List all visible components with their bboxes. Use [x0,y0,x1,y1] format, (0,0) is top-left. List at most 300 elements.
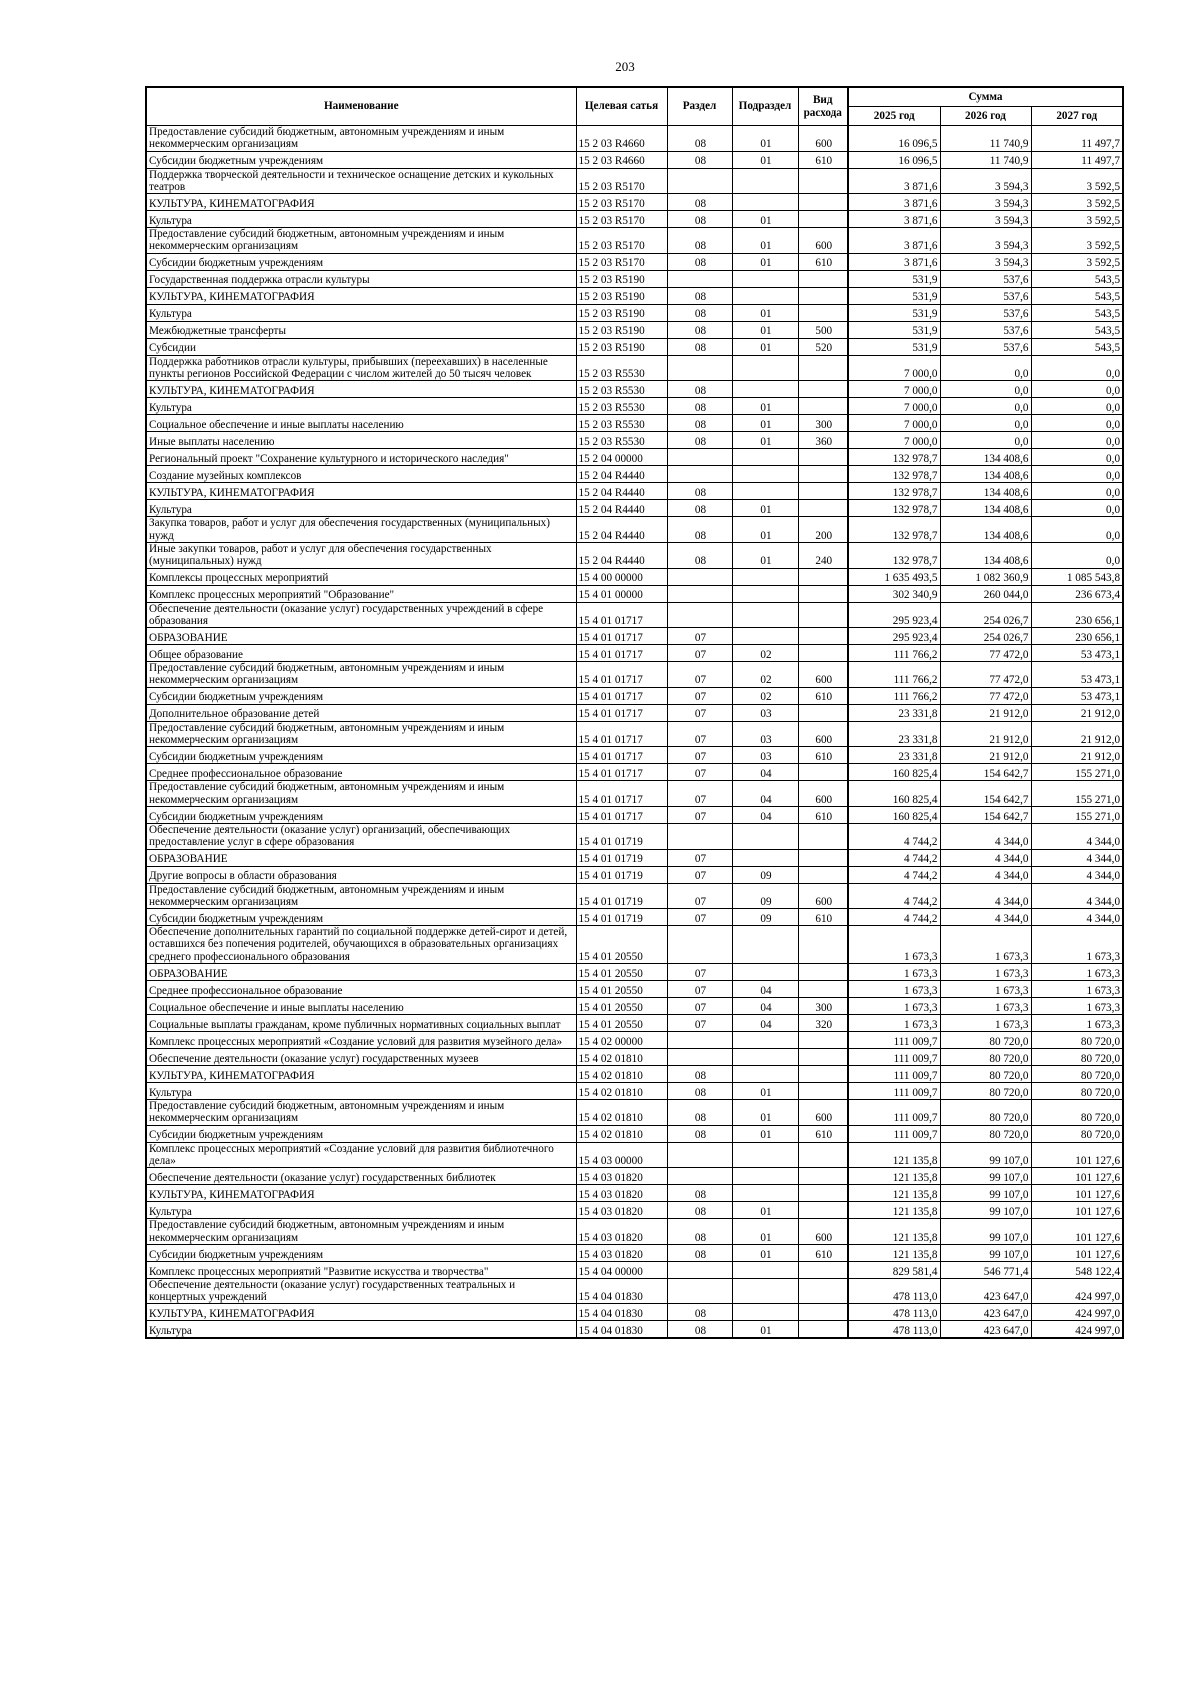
cell-expense-type [798,398,848,415]
cell-name: Обеспечение деятельности (оказание услуг) государственных театральных и концертных учреждений [146,1278,576,1304]
cell-2026: 154 642,7 [940,781,1031,807]
cell-subsection: 01 [732,542,798,568]
cell-name: Создание музейных комплексов [146,466,576,483]
cell-target: 15 2 03 R5530 [576,398,667,415]
cell-subsection [732,964,798,981]
cell-2027: 0,0 [1031,466,1123,483]
cell-subsection: 04 [732,1015,798,1032]
cell-2027: 1 673,3 [1031,981,1123,998]
cell-name: Предоставление субсидий бюджетным, автономным учреждениям и иным некоммерческим организациям [146,228,576,254]
table-row [146,1168,1123,1185]
cell-2025: 478 113,0 [848,1278,940,1304]
cell-2026: 77 472,0 [940,687,1031,704]
cell-2027: 101 127,6 [1031,1219,1123,1245]
cell-expense-type [798,645,848,662]
cell-name: Региональный проект "Сохранение культурного и исторического наследия" [146,449,576,466]
cell-name: КУЛЬТУРА, КИНЕМАТОГРАФИЯ [146,1304,576,1321]
cell-expense-type: 500 [798,321,848,338]
header-section: Раздел [667,87,732,126]
cell-expense-type [798,1066,848,1083]
cell-name: Социальное обеспечение и иные выплаты населению [146,415,576,432]
cell-name: КУЛЬТУРА, КИНЕМАТОГРАФИЯ [146,1185,576,1202]
cell-2026: 254 026,7 [940,628,1031,645]
cell-subsection [732,1142,798,1168]
cell-subsection: 01 [732,211,798,228]
cell-subsection: 01 [732,517,798,543]
cell-section: 08 [667,211,732,228]
cell-subsection: 04 [732,806,798,823]
cell-target: 15 2 03 R5170 [576,168,667,194]
cell-2027: 21 912,0 [1031,747,1123,764]
cell-expense-type [798,1168,848,1185]
cell-2026: 80 720,0 [940,1049,1031,1066]
cell-2026: 1 673,3 [940,981,1031,998]
table-row [146,585,1123,602]
cell-target: 15 4 02 01810 [576,1066,667,1083]
table-row [146,964,1123,981]
cell-section: 07 [667,883,732,909]
cell-section: 07 [667,721,732,747]
cell-2027: 1 673,3 [1031,1015,1123,1032]
cell-target: 15 4 01 01717 [576,781,667,807]
cell-2026: 154 642,7 [940,764,1031,781]
cell-section: 07 [667,981,732,998]
cell-target: 15 4 01 01717 [576,645,667,662]
table-row [146,287,1123,304]
table-row [146,449,1123,466]
table-row [146,823,1123,849]
cell-section [667,823,732,849]
cell-subsection: 01 [732,1321,798,1339]
cell-2025: 4 744,2 [848,909,940,926]
cell-name: Культура [146,500,576,517]
cell-target: 15 4 01 20550 [576,981,667,998]
cell-2026: 423 647,0 [940,1321,1031,1339]
cell-2026: 1 673,3 [940,998,1031,1015]
cell-section: 08 [667,126,732,152]
cell-2026: 134 408,6 [940,483,1031,500]
cell-section: 07 [667,764,732,781]
cell-expense-type [798,211,848,228]
cell-subsection: 04 [732,981,798,998]
cell-2026: 3 594,3 [940,168,1031,194]
cell-name: Обеспечение деятельности (оказание услуг) государственных учреждений в сфере образования [146,602,576,628]
table-header-row [146,87,1123,107]
table-row [146,542,1123,568]
cell-section [667,926,732,964]
cell-section [667,1032,732,1049]
cell-2025: 160 825,4 [848,764,940,781]
cell-subsection: 02 [732,687,798,704]
cell-name: Комплекс процессных мероприятий "Образование" [146,585,576,602]
cell-target: 15 2 04 R4440 [576,517,667,543]
cell-2027: 4 344,0 [1031,823,1123,849]
header-target: Целевая сатья [576,87,667,126]
cell-name: Социальные выплаты гражданам, кроме публичных нормативных социальных выплат [146,1015,576,1032]
cell-section: 08 [667,151,732,168]
cell-expense-type: 600 [798,1219,848,1245]
cell-target: 15 2 04 R4440 [576,542,667,568]
table-row [146,168,1123,194]
cell-target: 15 4 01 01719 [576,849,667,866]
cell-target: 15 2 03 R5530 [576,415,667,432]
table-row [146,568,1123,585]
cell-name: Субсидии бюджетным учреждениям [146,909,576,926]
cell-expense-type: 600 [798,1100,848,1126]
cell-name: Предоставление субсидий бюджетным, автономным учреждениям и иным некоммерческим организациям [146,662,576,688]
cell-subsection [732,1278,798,1304]
cell-2027: 543,5 [1031,304,1123,321]
cell-expense-type [798,1032,848,1049]
cell-subsection: 01 [732,500,798,517]
cell-2025: 4 744,2 [848,823,940,849]
cell-2026: 260 044,0 [940,585,1031,602]
cell-section: 08 [667,542,732,568]
table-row [146,228,1123,254]
cell-2025: 132 978,7 [848,483,940,500]
cell-target: 15 4 01 01717 [576,721,667,747]
cell-subsection [732,823,798,849]
cell-2027: 80 720,0 [1031,1032,1123,1049]
cell-2026: 3 594,3 [940,194,1031,211]
cell-2026: 77 472,0 [940,645,1031,662]
table-row [146,1304,1123,1321]
cell-2025: 111 766,2 [848,687,940,704]
cell-2027: 80 720,0 [1031,1049,1123,1066]
cell-expense-type: 610 [798,909,848,926]
cell-2026: 80 720,0 [940,1032,1031,1049]
cell-subsection [732,449,798,466]
cell-name: КУЛЬТУРА, КИНЕМАТОГРАФИЯ [146,381,576,398]
cell-2026: 134 408,6 [940,542,1031,568]
cell-expense-type [798,704,848,721]
cell-subsection [732,1049,798,1066]
cell-expense-type: 600 [798,721,848,747]
cell-expense-type: 600 [798,126,848,152]
cell-name: КУЛЬТУРА, КИНЕМАТОГРАФИЯ [146,1066,576,1083]
cell-expense-type: 610 [798,151,848,168]
cell-2027: 80 720,0 [1031,1083,1123,1100]
cell-subsection: 04 [732,781,798,807]
cell-subsection: 04 [732,764,798,781]
cell-2026: 80 720,0 [940,1083,1031,1100]
cell-2025: 16 096,5 [848,151,940,168]
cell-expense-type [798,1185,848,1202]
table-row [146,764,1123,781]
cell-2026: 11 740,9 [940,151,1031,168]
cell-subsection: 01 [732,126,798,152]
cell-2026: 80 720,0 [940,1100,1031,1126]
budget-table [145,86,1124,1339]
cell-section: 07 [667,1015,732,1032]
cell-name: Обеспечение деятельности (оказание услуг) государственных музеев [146,1049,576,1066]
cell-subsection [732,849,798,866]
cell-2027: 230 656,1 [1031,602,1123,628]
cell-target: 15 4 01 01717 [576,662,667,688]
cell-section: 07 [667,687,732,704]
cell-subsection: 01 [732,1244,798,1261]
table-row [146,381,1123,398]
cell-name: Поддержка работников отрасли культуры, прибывших (переехавших) в населенные пункты регионов Российской Федерации с числом жителей до 50 тысяч человек [146,355,576,381]
cell-target: 15 4 04 01830 [576,1278,667,1304]
cell-subsection: 04 [732,998,798,1015]
cell-section: 07 [667,964,732,981]
cell-subsection [732,381,798,398]
cell-subsection [732,1261,798,1278]
table-row [146,194,1123,211]
cell-2025: 4 744,2 [848,866,940,883]
table-row [146,806,1123,823]
cell-target: 15 2 03 R5530 [576,355,667,381]
cell-subsection: 01 [732,151,798,168]
cell-2026: 423 647,0 [940,1278,1031,1304]
cell-2027: 543,5 [1031,321,1123,338]
cell-target: 15 4 01 01717 [576,747,667,764]
header-expense-type: Вид расхода [798,87,848,126]
cell-2026: 11 740,9 [940,126,1031,152]
cell-section: 08 [667,1202,732,1219]
table-row [146,1321,1123,1339]
cell-subsection: 01 [732,432,798,449]
cell-2025: 132 978,7 [848,517,940,543]
cell-subsection [732,585,798,602]
cell-2025: 1 673,3 [848,926,940,964]
cell-expense-type: 520 [798,338,848,355]
cell-section: 08 [667,500,732,517]
cell-2025: 160 825,4 [848,781,940,807]
cell-name: Дополнительное образование детей [146,704,576,721]
cell-2027: 101 127,6 [1031,1142,1123,1168]
cell-expense-type [798,1304,848,1321]
cell-2027: 101 127,6 [1031,1244,1123,1261]
cell-subsection: 03 [732,704,798,721]
cell-2026: 3 594,3 [940,211,1031,228]
cell-target: 15 4 03 01820 [576,1244,667,1261]
cell-2026: 0,0 [940,355,1031,381]
table-row [146,998,1123,1015]
cell-2025: 3 871,6 [848,194,940,211]
cell-expense-type [798,381,848,398]
cell-expense-type: 300 [798,415,848,432]
cell-section [667,270,732,287]
table-row [146,1032,1123,1049]
cell-2027: 0,0 [1031,517,1123,543]
cell-2025: 295 923,4 [848,602,940,628]
table-row [146,355,1123,381]
cell-2027: 0,0 [1031,483,1123,500]
cell-2027: 80 720,0 [1031,1100,1123,1126]
cell-2026: 154 642,7 [940,806,1031,823]
cell-name: Межбюджетные трансферты [146,321,576,338]
cell-subsection [732,628,798,645]
table-row [146,926,1123,964]
cell-2025: 295 923,4 [848,628,940,645]
cell-target: 15 2 03 R5190 [576,304,667,321]
cell-2025: 16 096,5 [848,126,940,152]
cell-2025: 3 871,6 [848,168,940,194]
cell-expense-type [798,355,848,381]
cell-2027: 0,0 [1031,542,1123,568]
cell-2025: 3 871,6 [848,211,940,228]
cell-2025: 829 581,4 [848,1261,940,1278]
cell-section: 08 [667,287,732,304]
cell-2026: 254 026,7 [940,602,1031,628]
cell-2027: 1 085 543,8 [1031,568,1123,585]
cell-expense-type: 600 [798,228,848,254]
cell-target: 15 4 01 01717 [576,704,667,721]
cell-2027: 80 720,0 [1031,1125,1123,1142]
cell-target: 15 2 03 R5530 [576,432,667,449]
cell-subsection [732,168,798,194]
table-row [146,517,1123,543]
cell-section [667,1168,732,1185]
cell-section: 07 [667,645,732,662]
cell-target: 15 4 01 01719 [576,909,667,926]
cell-section: 07 [667,909,732,926]
cell-name: Поддержка творческой деятельности и техническое оснащение детских и кукольных театров [146,168,576,194]
cell-subsection: 01 [732,321,798,338]
header-name: Наименование [146,87,576,126]
cell-subsection [732,287,798,304]
cell-2027: 543,5 [1031,270,1123,287]
cell-2027: 3 592,5 [1031,168,1123,194]
cell-subsection: 09 [732,883,798,909]
cell-2026: 537,6 [940,270,1031,287]
cell-2027: 155 271,0 [1031,806,1123,823]
cell-name: Комплекс процессных мероприятий «Создание условий для развития музейного дела» [146,1032,576,1049]
header-subsection: Подраздел [732,87,798,126]
cell-section [667,168,732,194]
cell-2025: 111 009,7 [848,1066,940,1083]
table-row [146,1244,1123,1261]
cell-2025: 132 978,7 [848,449,940,466]
cell-2025: 111 009,7 [848,1049,940,1066]
cell-2025: 111 009,7 [848,1083,940,1100]
table-row [146,432,1123,449]
cell-2026: 21 912,0 [940,747,1031,764]
cell-name: Культура [146,1202,576,1219]
cell-subsection [732,466,798,483]
cell-section: 08 [667,415,732,432]
table-row [146,1125,1123,1142]
cell-2027: 53 473,1 [1031,645,1123,662]
table-row [146,721,1123,747]
cell-2027: 0,0 [1031,398,1123,415]
cell-2025: 111 766,2 [848,645,940,662]
cell-2026: 99 107,0 [940,1219,1031,1245]
cell-name: Комплексы процессных мероприятий [146,568,576,585]
cell-2026: 537,6 [940,338,1031,355]
cell-subsection: 01 [732,253,798,270]
cell-2026: 4 344,0 [940,849,1031,866]
cell-target: 15 4 01 01717 [576,602,667,628]
cell-2026: 99 107,0 [940,1185,1031,1202]
cell-2025: 1 635 493,5 [848,568,940,585]
cell-target: 15 2 03 R4660 [576,151,667,168]
cell-expense-type [798,1321,848,1339]
cell-2027: 424 997,0 [1031,1304,1123,1321]
cell-2025: 531,9 [848,338,940,355]
cell-subsection [732,355,798,381]
cell-2026: 134 408,6 [940,449,1031,466]
cell-2026: 4 344,0 [940,883,1031,909]
cell-2025: 7 000,0 [848,381,940,398]
cell-name: Субсидии бюджетным учреждениям [146,253,576,270]
cell-target: 15 4 01 01717 [576,764,667,781]
table-body [146,126,1123,1339]
cell-name: Субсидии бюджетным учреждениям [146,1244,576,1261]
table-row [146,747,1123,764]
table-row [146,466,1123,483]
cell-2025: 121 135,8 [848,1142,940,1168]
cell-section: 08 [667,321,732,338]
cell-target: 15 4 01 01719 [576,866,667,883]
cell-2026: 3 594,3 [940,228,1031,254]
cell-expense-type [798,1278,848,1304]
table-row [146,1015,1123,1032]
cell-name: Предоставление субсидий бюджетным, автономным учреждениям и иным некоммерческим организациям [146,1100,576,1126]
cell-name: Культура [146,211,576,228]
cell-subsection: 09 [732,866,798,883]
cell-2027: 11 497,7 [1031,126,1123,152]
cell-subsection: 02 [732,645,798,662]
cell-name: Иные закупки товаров, работ и услуг для обеспечения государственных (муниципальных) нужд [146,542,576,568]
cell-target: 15 2 04 R4440 [576,483,667,500]
table-row [146,500,1123,517]
cell-2025: 7 000,0 [848,432,940,449]
table-row [146,1219,1123,1245]
cell-2025: 111 009,7 [848,1032,940,1049]
cell-section: 08 [667,1244,732,1261]
cell-section [667,1049,732,1066]
cell-2027: 0,0 [1031,415,1123,432]
cell-subsection [732,1304,798,1321]
cell-2027: 3 592,5 [1031,253,1123,270]
cell-2027: 424 997,0 [1031,1278,1123,1304]
cell-subsection [732,1066,798,1083]
cell-name: Предоставление субсидий бюджетным, автономным учреждениям и иным некоммерческим организациям [146,1219,576,1245]
table-row [146,270,1123,287]
cell-2026: 537,6 [940,287,1031,304]
cell-name: Обеспечение дополнительных гарантий по социальной поддержке детей-сирот и детей, оставшихся без попечения родителей, обучающихся в образовательных организациях среднего профессионального образования [146,926,576,964]
cell-2025: 23 331,8 [848,747,940,764]
cell-target: 15 4 01 01717 [576,806,667,823]
header-year-2026: 2026 год [940,107,1031,126]
cell-2026: 21 912,0 [940,704,1031,721]
cell-2025: 1 673,3 [848,998,940,1015]
cell-section: 07 [667,628,732,645]
cell-2025: 23 331,8 [848,721,940,747]
cell-name: Культура [146,1321,576,1339]
cell-2027: 101 127,6 [1031,1168,1123,1185]
cell-2027: 53 473,1 [1031,687,1123,704]
cell-subsection: 01 [732,1100,798,1126]
cell-section: 08 [667,1185,732,1202]
cell-target: 15 4 00 00000 [576,568,667,585]
cell-expense-type [798,194,848,211]
table-row [146,883,1123,909]
cell-2027: 4 344,0 [1031,866,1123,883]
table-row [146,645,1123,662]
cell-2026: 0,0 [940,398,1031,415]
cell-expense-type: 610 [798,747,848,764]
cell-target: 15 4 01 20550 [576,998,667,1015]
cell-expense-type: 320 [798,1015,848,1032]
cell-section [667,585,732,602]
cell-target: 15 2 03 R5530 [576,381,667,398]
cell-name: КУЛЬТУРА, КИНЕМАТОГРАФИЯ [146,194,576,211]
cell-subsection [732,270,798,287]
